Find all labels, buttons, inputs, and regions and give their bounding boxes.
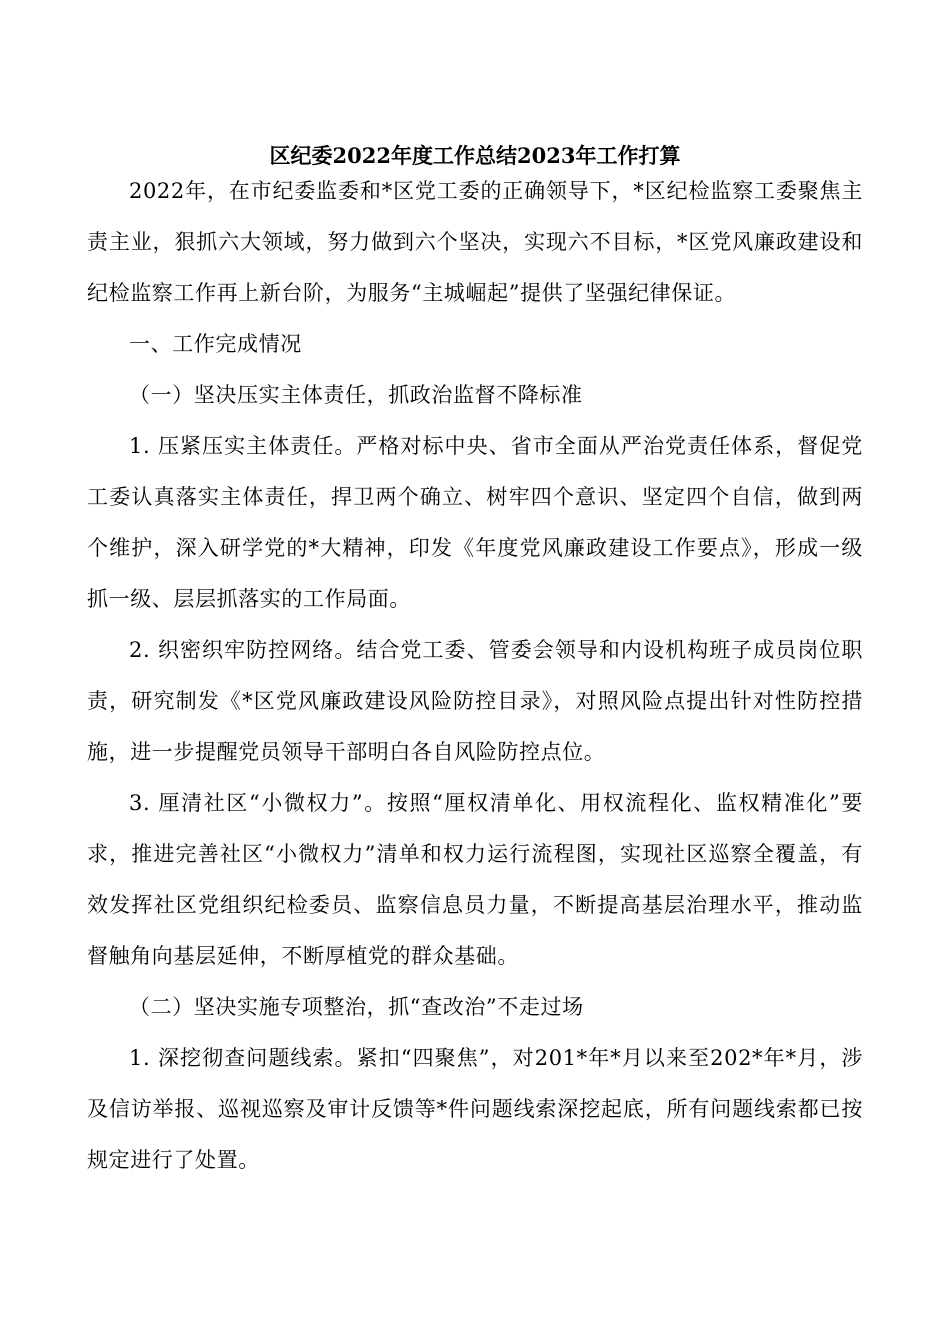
subsection-heading-1: （一）坚决压实主体责任，抓政治监督不降标准 xyxy=(129,383,583,407)
intro-paragraph: 2022年，在市纪委监委和*区党工委的正确领导下，*区纪检监察工委聚焦主责主业，狠抓六大领域，努力做到六个坚决，实现六不目标，*区党风廉政建设和纪检监察工作再上新台阶，为服务“主城崛起”提供了坚强纪律保证。 xyxy=(87,179,863,305)
subsection-heading-2: （二）坚决实施专项整治，抓“查改治”不走过场 xyxy=(129,995,584,1019)
body-paragraph: 1. 压紧压实主体责任。严格对标中央、省市全面从严治党责任体系，督促党工委认真落实主体责任，捍卫两个确立、树牢四个意识、坚定四个自信，做到两个维护，深入研学党的*大精神，印发《年度党风廉政建设工作要点》，形成一级抓一级、层层抓落实的工作局面。 xyxy=(87,434,863,611)
document-title: 区纪委2022年度工作总结2023年工作打算 xyxy=(269,143,681,168)
document-body xyxy=(87,166,863,1186)
section-heading-1: 一、工作完成情况 xyxy=(129,332,302,356)
body-paragraph: 2. 织密织牢防控网络。结合党工委、管委会领导和内设机构班子成员岗位职责，研究制发《*区党风廉政建设风险防控目录》，对照风险点提出针对性防控措施，进一步提醒党员领导干部明白各自风险防控点位。 xyxy=(87,638,863,764)
body-paragraph: 3. 厘清社区“小微权力”。按照“厘权清单化、用权流程化、监权精准化”要求，推进完善社区“小微权力”清单和权力运行流程图，实现社区巡察全覆盖，有效发挥社区党组织纪检委员、监察信息员力量，不断提高基层治理水平，推动监督触角向基层延伸，不断厚植党的群众基础。 xyxy=(87,791,863,968)
body-paragraph: 1. 深挖彻查问题线索。紧扣“四聚焦”，对201*年*月以来至202*年*月，涉及信访举报、巡视巡察及审计反馈等*件问题线索深挖起底，所有问题线索都已按规定进行了处置。 xyxy=(87,1046,863,1172)
